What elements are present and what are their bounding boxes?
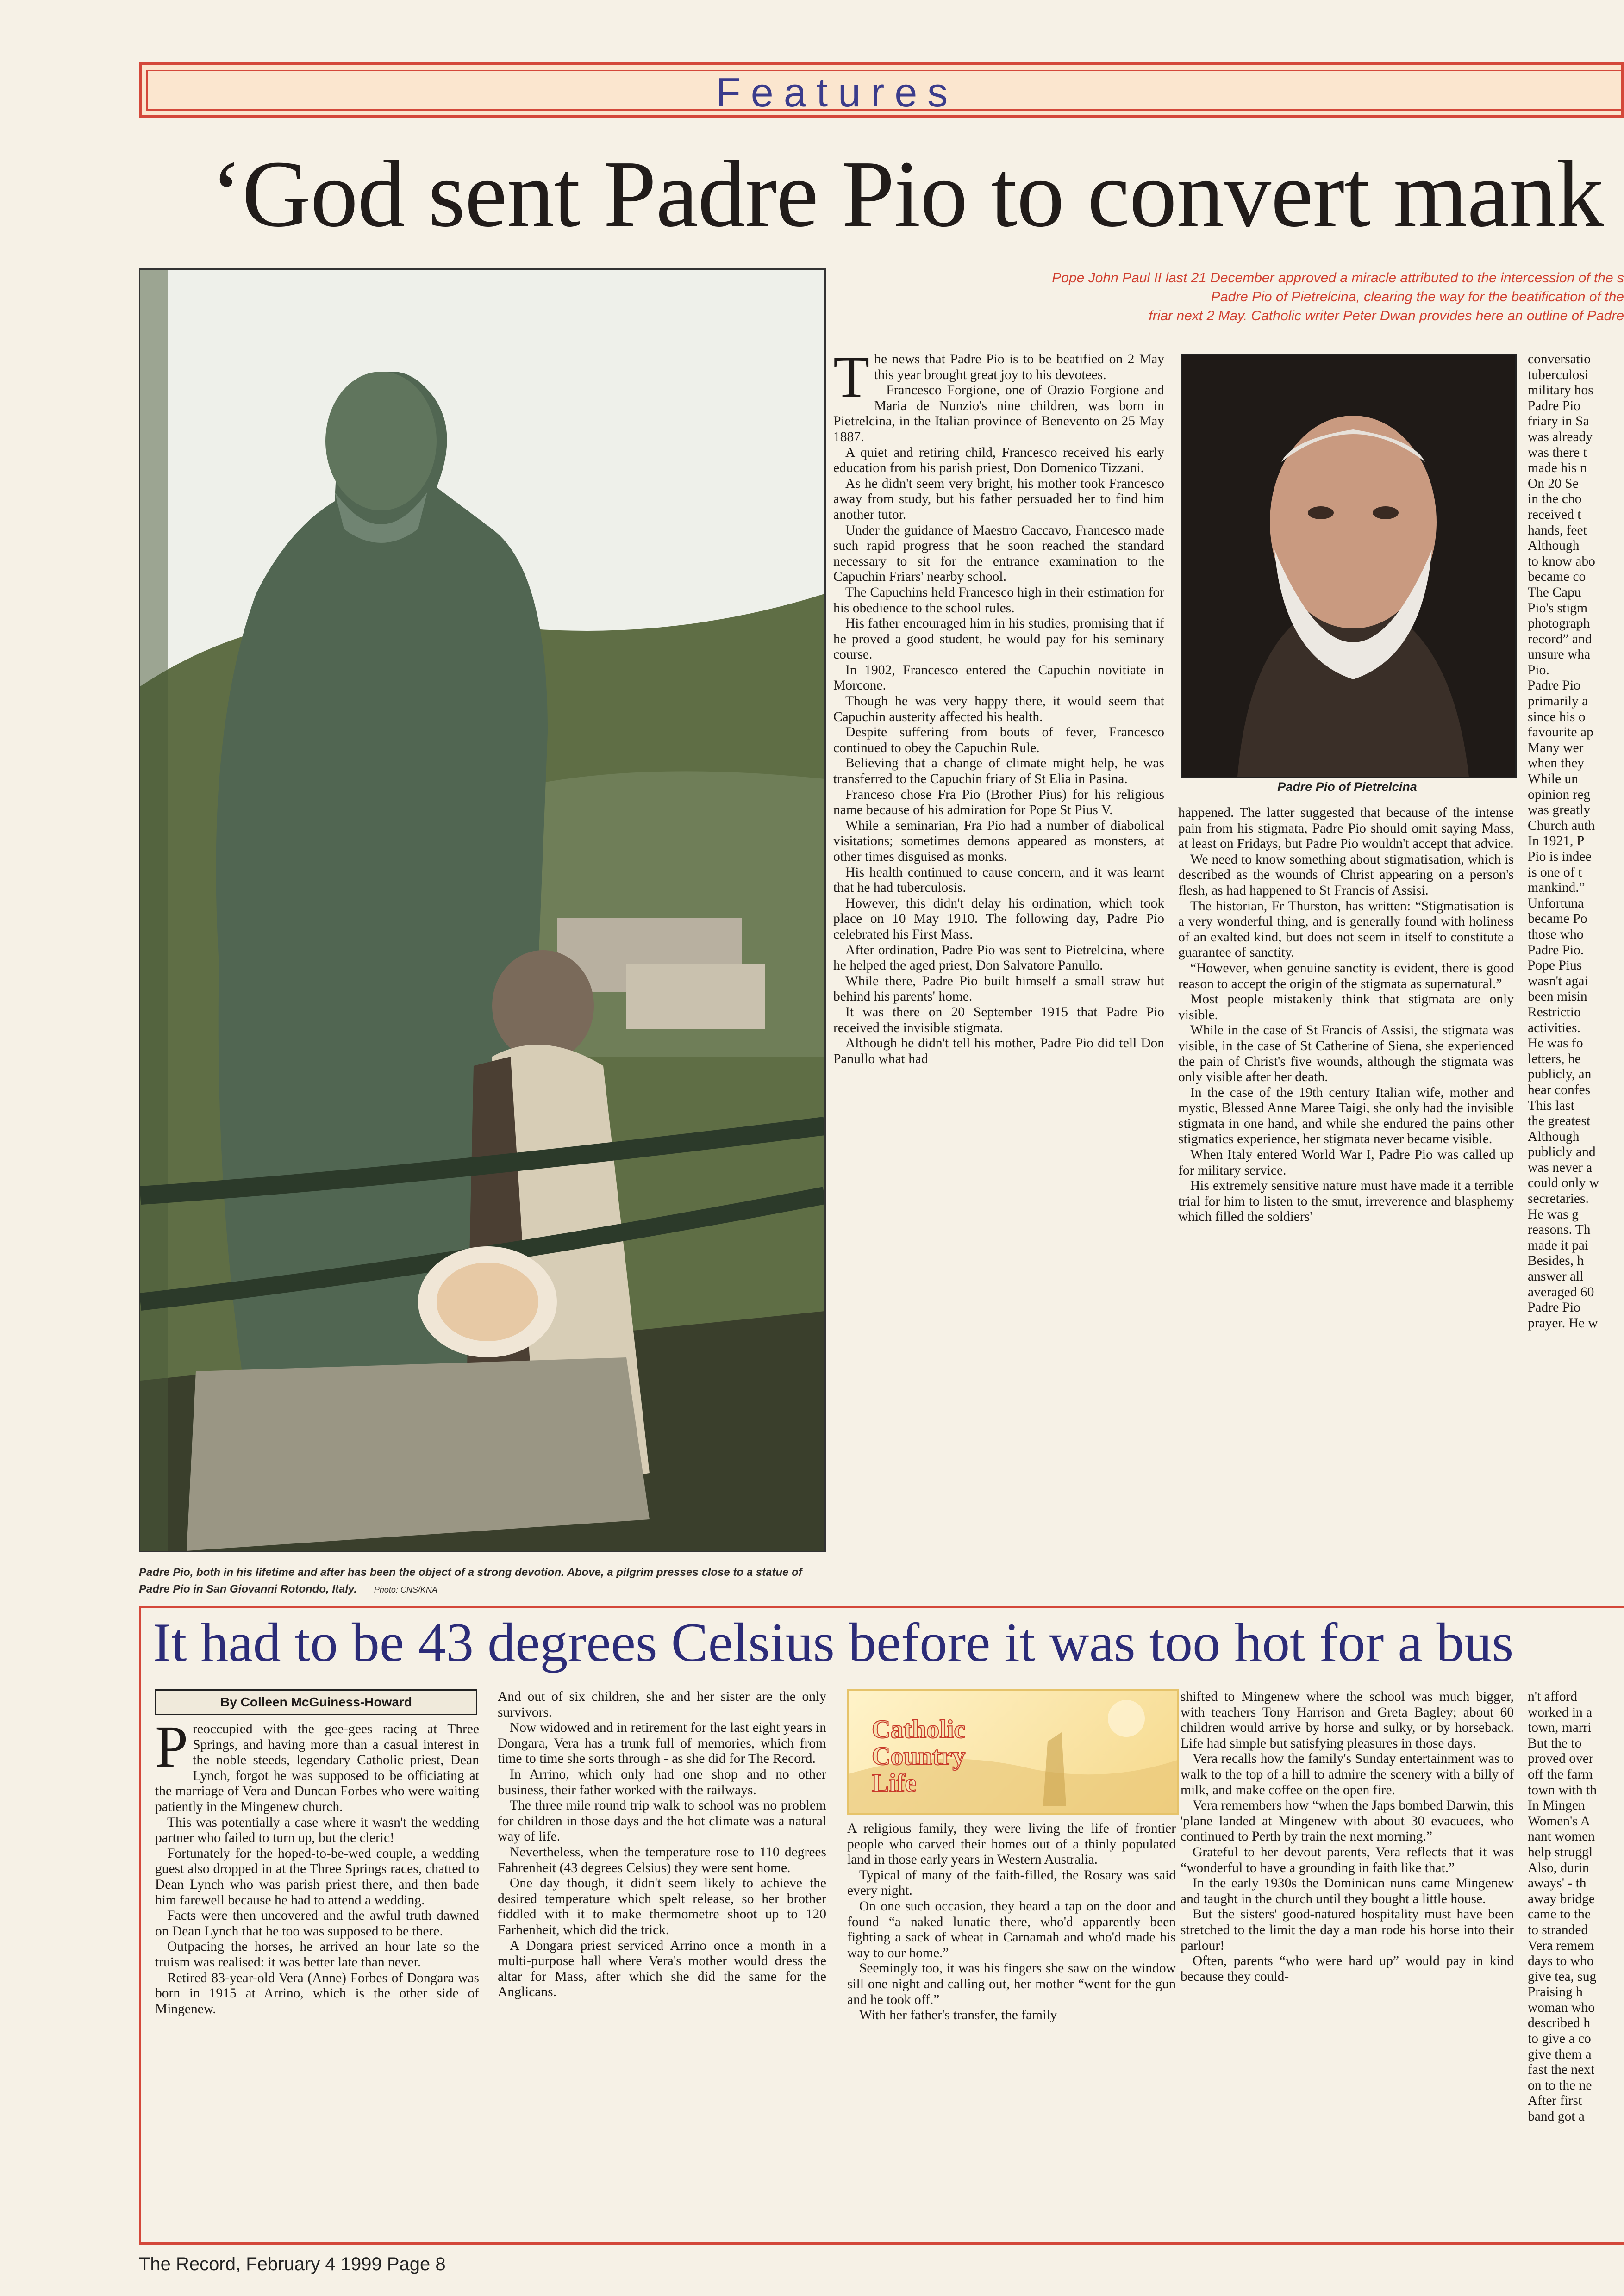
paragraph: As he didn't seem very bright, his mother took Francesco away from study, but his father persuaded her to find him another tutor. xyxy=(833,476,1164,522)
paragraph: “However, when genuine sanctity is evident, there is good reason to accept the origin of the stigmata as supernatural.” xyxy=(1178,960,1514,991)
cropped-line: was greatly xyxy=(1528,803,1591,818)
cropped-line: proved over xyxy=(1528,1751,1593,1767)
cropped-line: could only w xyxy=(1528,1176,1599,1191)
cropped-line: The Capu xyxy=(1528,585,1581,600)
paragraph: Vera recalls how the family's Sunday entertainment was to walk to the top of a hill to admire the scenery with a billy of milk, and make coffee on the open fire. xyxy=(1181,1751,1514,1798)
cropped-line: unsure wha xyxy=(1528,647,1591,662)
story1-column-1 xyxy=(833,352,1164,1564)
cropped-line: town with th xyxy=(1528,1782,1597,1798)
logo-title: Catholic Country Life xyxy=(872,1715,966,1798)
cropped-line: Unfortuna xyxy=(1528,896,1584,911)
cropped-line: On 20 Se xyxy=(1528,476,1579,491)
cropped-line: favourite ap xyxy=(1528,725,1593,740)
cropped-line: averaged 60 xyxy=(1528,1284,1594,1300)
paragraph: Fortunately for the hoped-to-be-wed couple, a wedding guest also dropped in at the Three Springs races, chatted to Dean Lynch who was parish priest there, and then bade him farewell because he had to attend a wedding. xyxy=(155,1846,479,1908)
cropped-line: since his o xyxy=(1528,709,1586,724)
paragraph: Typical of many of the faith-filled, the Rosary was said every night. xyxy=(847,1867,1176,1898)
paragraph: But the sisters' good-natured hospitality must have been stretched to the limit the day a man rode his horse into their parlour! xyxy=(1181,1907,1514,1953)
cropped-line: tuberculosi xyxy=(1528,367,1589,382)
photo-caption xyxy=(139,1564,819,1598)
paragraph: His extremely sensitive nature must have made it a terrible trial for him to listen to the smut, irreverence and blasphemy which filled the soldiers' xyxy=(1178,1178,1514,1225)
cropped-line: Pio's stigm xyxy=(1528,600,1588,616)
cropped-line: became Po xyxy=(1528,911,1587,927)
cropped-line: was already xyxy=(1528,429,1593,444)
paragraph: Nevertheless, when the temperature rose to 110 degrees Fahrenheit (43 degrees Celsius) they were sent home. xyxy=(498,1844,826,1875)
story2-column-4 xyxy=(1181,1689,1514,2231)
paragraph: While a seminarian, Fra Pio had a number of diabolical visitations; sometimes demons appeared as monsters, at other times disguised as monks. xyxy=(833,818,1164,864)
paragraph: In the early 1930s the Dominican nuns came Mingenew and taught in the church until they bought a little house. xyxy=(1181,1876,1514,1906)
paragraph: Facts were then uncovered and the awful truth dawned on Dean Lynch that he too was supposed to be there. xyxy=(155,1908,479,1939)
paragraph: In Arrino, which only had one shop and no other business, their father worked with the railways. xyxy=(498,1767,826,1798)
paragraph: Preoccupied with the gee-gees racing at Three Springs, and having more than a casual interest in the noble steeds, legendary Catholic priest, Dean Lynch, forgot he was supposed to be officiating at the marriage of Vera and Duncan Forbes who were waiting patiently in the Mingenew church. xyxy=(155,1722,479,1814)
paragraph: A religious family, they were living the life of frontier people who carved their homes out of a thinly populated land in those early years in Western Australia. xyxy=(847,1821,1176,1867)
cropped-line: secretaries. xyxy=(1528,1191,1589,1207)
cropped-line: n't afford xyxy=(1528,1689,1578,1704)
cropped-line: was there t xyxy=(1528,445,1587,460)
cropped-line: Padre Pio xyxy=(1528,1300,1580,1315)
paragraph: A Dongara priest serviced Arrino once a month in a multi-purpose hall where Vera's mother would dress the altar for Mass, after which she did the same for the Anglicans. xyxy=(498,1938,826,2000)
cropped-line: aways' - th xyxy=(1528,1876,1587,1891)
story1-column-2 xyxy=(1178,805,1514,1564)
cropped-line: In Mingen xyxy=(1528,1798,1585,1813)
paragraph: A quiet and retiring child, Francesco received his early education from his parish priest, Don Domenico Tizzani. xyxy=(833,445,1164,476)
paragraph: Outpacing the horses, he arrived an hour late so the truism was realised: it was better late than never. xyxy=(155,1939,479,1970)
cropped-line: hear confes xyxy=(1528,1082,1591,1097)
cropped-line: town, marri xyxy=(1528,1720,1592,1736)
cropped-line: Church auth xyxy=(1528,818,1595,833)
cropped-line: the greatest xyxy=(1528,1114,1591,1129)
cropped-line: conversatio xyxy=(1528,352,1591,367)
cropped-line: photograph xyxy=(1528,616,1590,631)
paragraph: Retired 83-year-old Vera (Anne) Forbes of Dongara was born in 1915 at Arrino, which is the other side of Mingenew. xyxy=(155,1970,479,2016)
cropped-line: off the farm xyxy=(1528,1767,1593,1782)
cropped-line: is one of t xyxy=(1528,865,1582,880)
photo-credit: Photo: CNS/KNA xyxy=(374,1585,437,1594)
cropped-line: received t xyxy=(1528,507,1581,522)
paragraph: Francesco Forgione, one of Orazio Forgione and Maria de Nunzio's nine children, was born in Pietrelcina, in the Italian province of Benevento on 25 May 1887. xyxy=(833,383,1164,444)
paragraph: The Capuchins held Francesco high in their estimation for his obedience to the school rules. xyxy=(833,585,1164,616)
cropped-line: record” and xyxy=(1528,631,1592,647)
cropped-line: prayer. He w xyxy=(1528,1315,1598,1331)
cropped-line: give tea, sug xyxy=(1528,1969,1597,1984)
cropped-line: made his n xyxy=(1528,460,1587,476)
paragraph: And out of six children, she and her sister are the only survivors. xyxy=(498,1689,826,1720)
story2-column-3 xyxy=(847,1821,1176,2238)
cropped-line: to know abo xyxy=(1528,554,1595,569)
paragraph: However, this didn't delay his ordination, which took place on 10 May 1910. The following day, Padre Pio celebrated his First Mass. xyxy=(833,896,1164,942)
cropped-line: Although xyxy=(1528,1129,1580,1144)
paragraph: happened. The latter suggested that because of the intense pain from his stigmata, Padre Pio should omit saying Mass, at least on Fridays, but Padre Pio wouldn't accept that advice. xyxy=(1178,805,1514,852)
cropped-line: those who xyxy=(1528,927,1584,942)
paragraph: Franceso chose Fra Pio (Brother Pius) for his religious name because of his admiration for Pope St Pius V. xyxy=(833,787,1164,818)
paragraph: Now widowed and in retirement for the last eight years in Dongara, Vera has a trunk full of memories, which from time to time she sorts through - as she did for The Record. xyxy=(498,1720,826,1767)
paragraph: With her father's transfer, the family xyxy=(859,2008,1057,2023)
paragraph: Believing that a change of climate might help, he was transferred to the Capuchin friary of St Elia in Pasina. xyxy=(833,756,1164,787)
cropped-line: on to the ne xyxy=(1528,2078,1592,2093)
paragraph: Often, parents “who were hard up” would pay in kind because they could- xyxy=(1181,1954,1514,1984)
cropped-line: to give a co xyxy=(1528,2031,1591,2047)
drop-cap: T xyxy=(833,352,870,410)
cropped-line: publicly, an xyxy=(1528,1067,1592,1082)
cropped-line: Vera remem xyxy=(1528,1938,1594,1953)
cropped-line: to stranded xyxy=(1528,1922,1588,1937)
story2-column-5-cropped xyxy=(1528,1689,1624,2231)
portrait-illustration xyxy=(1182,355,1515,777)
cropped-line: Padre Pio. xyxy=(1528,942,1584,958)
paragraph: One day though, it didn't seem likely to achieve the desired temperature which spelt release, so her brother fiddled with it to make thermometre shoot up to 120 Farhenheit, which did the trick. xyxy=(498,1876,826,1937)
cropped-line: described h xyxy=(1528,2016,1591,2031)
cropped-line: was never a xyxy=(1528,1160,1593,1175)
story2-column-2 xyxy=(498,1689,826,2231)
cropped-line: publicly and xyxy=(1528,1145,1596,1160)
cropped-line: woman who xyxy=(1528,2000,1595,2015)
statue-illustration xyxy=(140,270,824,1551)
paragraph: Though he was very happy there, it would seem that Capuchin austerity affected his health. xyxy=(833,694,1164,724)
story1-headline: ‘God sent Padre Pio to convert mank xyxy=(211,141,1604,247)
paragraph: While there, Padre Pio built himself a small straw hut behind his parents' home. xyxy=(833,973,1164,1004)
paragraph: It was there on 20 September 1915 that Padre Pio received the invisible stigmata. xyxy=(833,1004,1164,1035)
cropped-line: became co xyxy=(1528,569,1586,585)
cropped-line: letters, he xyxy=(1528,1051,1581,1066)
cropped-line: In 1921, P xyxy=(1528,834,1585,849)
cropped-line: But the to xyxy=(1528,1736,1582,1751)
cropped-line: While un xyxy=(1528,772,1578,787)
cropped-line: military hos xyxy=(1528,383,1593,398)
cropped-line: mankind.” xyxy=(1528,880,1585,896)
cropped-line: worked in a xyxy=(1528,1705,1593,1720)
cropped-line: made it pai xyxy=(1528,1238,1589,1253)
photo-caption-text: Padre Pio, both in his lifetime and after has been the object of a strong devotion. Above, a pilgrim presses close to a statue of Padre Pio in San Giovanni Rotondo, Italy. xyxy=(139,1566,802,1595)
cropped-line: give them a xyxy=(1528,2047,1592,2062)
cropped-line: days to who xyxy=(1528,1954,1594,1969)
cropped-line: friary in Sa xyxy=(1528,414,1589,429)
cropped-line: hands, feet xyxy=(1528,523,1587,538)
story2-column-1 xyxy=(155,1722,479,2231)
paragraph: Although he didn't tell his mother, Padre Pio did tell Don Panullo what had xyxy=(833,1036,1164,1066)
cropped-line: Also, durin xyxy=(1528,1860,1589,1875)
paragraph: On one such occasion, they heard a tap on the door and found “a naked lunatic there, who'd apparently been fighting a sack of wheat in Carnamah and who'd made his way to our home.” xyxy=(847,1898,1176,1960)
portrait-caption: Padre Pio of Pietrelcina xyxy=(1277,780,1417,794)
cropped-line: Padre Pio xyxy=(1528,678,1580,693)
paragraph: His father encouraged him in his studies, promising that if he proved a good student, he would pay for his seminary course. xyxy=(833,616,1164,662)
section-label: Features xyxy=(716,69,958,115)
catholic-country-life-logo xyxy=(847,1689,1179,1815)
paragraph: After ordination, Padre Pio was sent to Pietrelcina, where he helped the aged priest, Don Salvatore Panullo. xyxy=(833,942,1164,973)
cropped-line: away bridge xyxy=(1528,1891,1595,1906)
paragraph: We need to know something about stigmatisation, which is described as the wounds of Christ appearing on a person's flesh, as had happened to St Francis of Assisi. xyxy=(1178,852,1514,898)
cropped-line: Praising h xyxy=(1528,1985,1583,2000)
cropped-line: answer all xyxy=(1528,1269,1584,1284)
paragraph: Under the guidance of Maestro Caccavo, Francesco made such rapid progress that he soon reached the standard necessary to sit for the entrance examination to the Capuchin Friars' nearby school. xyxy=(833,523,1164,585)
cropped-line: fast the next xyxy=(1528,2062,1595,2078)
portrait-photo xyxy=(1181,354,1517,778)
cropped-line: Pope Pius xyxy=(1528,958,1582,973)
paragraph: Most people mistakenly think that stigmata are only visible. xyxy=(1178,992,1514,1022)
cropped-line: Restrictio xyxy=(1528,1004,1581,1020)
statue-photo xyxy=(139,268,826,1552)
paragraph: When Italy entered World War I, Padre Pio was called up for military service. xyxy=(1178,1147,1514,1178)
cropped-line: activities. xyxy=(1528,1020,1580,1035)
cropped-line: He was fo xyxy=(1528,1036,1583,1051)
cropped-line: This last xyxy=(1528,1098,1574,1113)
paragraph: In 1902, Francesco entered the Capuchin novitiate in Morcone. xyxy=(833,662,1164,693)
cropped-line: help struggl xyxy=(1528,1844,1593,1860)
story2-headline: It had to be 43 degrees Celsius before it was too hot for a bus xyxy=(153,1612,1514,1673)
cropped-line: Although xyxy=(1528,538,1580,554)
cropped-line: Women's A xyxy=(1528,1813,1590,1829)
cropped-line: Pio. xyxy=(1528,662,1549,678)
paragraph: While in the case of St Francis of Assisi, the stigmata was visible, in the case of St Catherine of Siena, she experienced the pain of Christ's five wounds, although the stigmata was only visible after her death. xyxy=(1178,1023,1514,1085)
paragraph: The news that Padre Pio is to be beatified on 2 May this year brought great joy to his devotees. xyxy=(833,352,1164,410)
paragraph: In the case of the 19th century Italian wife, mother and mystic, Blessed Anne Maree Taigi, she only had the invisible stigmata in one hand, and while she endured the pains other stigmatics experience, her stigmata never became visible. xyxy=(1178,1085,1514,1147)
drop-cap: P xyxy=(155,1722,188,1780)
paragraph: Despite suffering from bouts of fever, Francesco continued to obey the Capuchin Rule. xyxy=(833,725,1164,755)
cropped-line: band got a xyxy=(1528,2109,1585,2124)
cropped-line: wasn't agai xyxy=(1528,973,1588,989)
section-banner xyxy=(139,62,1624,118)
cropped-line: primarily a xyxy=(1528,694,1588,709)
cropped-line: opinion reg xyxy=(1528,787,1591,802)
cropped-line: been misin xyxy=(1528,989,1587,1004)
paragraph: Grateful to her devout parents, Vera reflects that it was “wonderful to have a grounding in faith like that.” xyxy=(1181,1844,1514,1875)
cropped-line: Padre Pio xyxy=(1528,398,1580,413)
cropped-line: Besides, h xyxy=(1528,1253,1584,1269)
paragraph: Seemingly too, it was his fingers she saw on the window sill one night and calling out, her mother “went for the gun and he took off.” xyxy=(847,1961,1176,2007)
cropped-line: He was g xyxy=(1528,1207,1579,1222)
story1-column-3-cropped xyxy=(1528,352,1624,1564)
paragraph: Vera remembers how “when the Japs bombed Darwin, this 'plane landed at Mingenew with about 30 evacuees, who continued to Perth by train the next morning.” xyxy=(1181,1798,1514,1844)
cropped-line: After first xyxy=(1528,2093,1582,2109)
cropped-line: when they xyxy=(1528,756,1585,771)
page-footer: The Record, February 4 1999 Page 8 xyxy=(139,2254,446,2274)
cropped-line: nant women xyxy=(1528,1829,1595,1844)
cropped-line: came to the xyxy=(1528,1907,1591,1922)
paragraph: This was potentially a case where it wasn't the wedding partner who failed to turn up, but the cleric! xyxy=(155,1815,479,1846)
cropped-line: Pio is indee xyxy=(1528,849,1592,864)
paragraph: shifted to Mingenew where the school was much bigger, with teachers Tony Harrison and Greta Bagley; about 60 children would arrive by horse and sulky, or by horseback. Life had simple but satisfying pleasures in those days. xyxy=(1181,1689,1514,1751)
cropped-line: in the cho xyxy=(1528,492,1582,507)
paragraph: The historian, Fr Thurston, has written: “Stigmatisation is a very wonderful thing, and is generally found with holiness of an exalted kind, but does not seem in itself to constitute a guarantee of sanctity. xyxy=(1178,898,1514,960)
paragraph: His health continued to cause concern, and it was learnt that he had tuberculosis. xyxy=(833,865,1164,896)
cropped-line: Many wer xyxy=(1528,740,1584,755)
paragraph: The three mile round trip walk to school was no problem for children in those days and the hot climate was a natural way of life. xyxy=(498,1798,826,1844)
cropped-line: reasons. Th xyxy=(1528,1222,1591,1238)
byline: By Colleen McGuiness-Howard xyxy=(155,1689,477,1715)
story1-standfirst: Pope John Paul II last 21 December approved a miracle attributed to the intercession of the s Padre Pio of Pietrelcina, clearing the way for the beatification of the friar next 2 May. Catholic writer Peter Dwan provides here an outline of Padre xyxy=(1052,270,1624,324)
